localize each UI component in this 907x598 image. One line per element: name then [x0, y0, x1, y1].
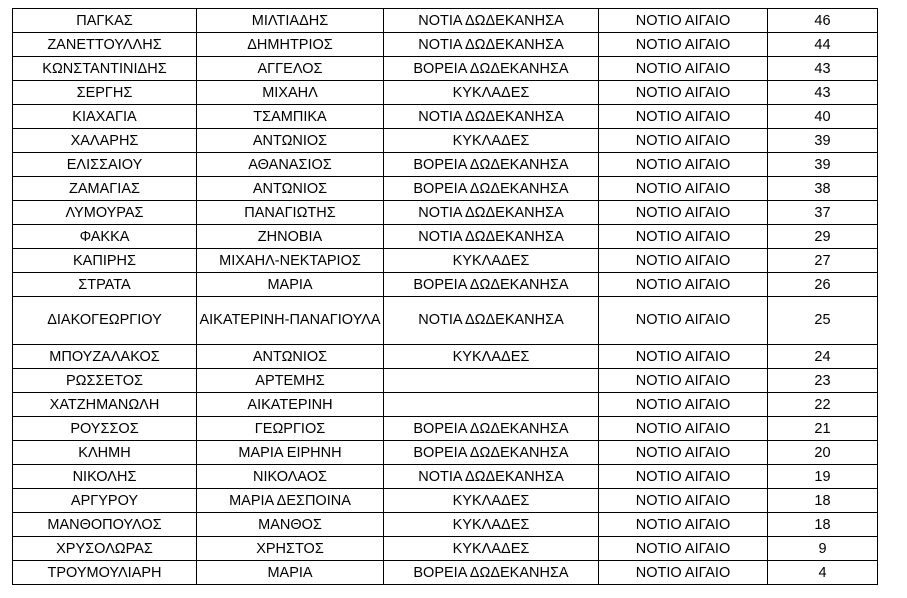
- first-name-cell: ΑΘΑΝΑΣΙΟΣ: [197, 153, 384, 177]
- first-name-cell: ΜΑΡΙΑ: [197, 561, 384, 585]
- table-row: [13, 465, 878, 489]
- surname-cell: ΜΑΝΘΟΠΟΥΛΟΣ: [13, 513, 197, 537]
- first-name-cell: ΑΙΚΑΤΕΡΙΝΗ: [197, 393, 384, 417]
- unit-cell: [384, 393, 599, 417]
- region-cell: ΝΟΤΙΟ ΑΙΓΑΙΟ: [599, 81, 768, 105]
- score-cell: 46: [768, 9, 878, 33]
- unit-cell: ΒΟΡΕΙΑ ΔΩΔΕΚΑΝΗΣΑ: [384, 417, 599, 441]
- unit-cell: ΚΥΚΛΑΔΕΣ: [384, 81, 599, 105]
- first-name-cell: ΑΝΤΩΝΙΟΣ: [197, 177, 384, 201]
- region-cell: ΝΟΤΙΟ ΑΙΓΑΙΟ: [599, 225, 768, 249]
- unit-cell: ΒΟΡΕΙΑ ΔΩΔΕΚΑΝΗΣΑ: [384, 273, 599, 297]
- unit-cell: ΝΟΤΙΑ ΔΩΔΕΚΑΝΗΣΑ: [384, 465, 599, 489]
- table-row: [13, 561, 878, 585]
- surname-cell: ΧΡΥΣΟΛΩΡΑΣ: [13, 537, 197, 561]
- table-row: [13, 441, 878, 465]
- table-row: [13, 129, 878, 153]
- score-cell: 26: [768, 273, 878, 297]
- unit-cell: ΝΟΤΙΑ ΔΩΔΕΚΑΝΗΣΑ: [384, 105, 599, 129]
- unit-cell: ΝΟΤΙΑ ΔΩΔΕΚΑΝΗΣΑ: [384, 201, 599, 225]
- surname-cell: ΣΕΡΓΗΣ: [13, 81, 197, 105]
- score-cell: 19: [768, 465, 878, 489]
- score-cell: 23: [768, 369, 878, 393]
- region-cell: ΝΟΤΙΟ ΑΙΓΑΙΟ: [599, 57, 768, 81]
- score-cell: 24: [768, 345, 878, 369]
- surname-cell: ΖΑΝΕΤΤΟΥΛΛΗΣ: [13, 33, 197, 57]
- surname-cell: ΠΑΓΚΑΣ: [13, 9, 197, 33]
- unit-cell: ΒΟΡΕΙΑ ΔΩΔΕΚΑΝΗΣΑ: [384, 57, 599, 81]
- region-cell: ΝΟΤΙΟ ΑΙΓΑΙΟ: [599, 561, 768, 585]
- surname-cell: ΦΑΚΚΑ: [13, 225, 197, 249]
- first-name-cell: ΑΝΤΩΝΙΟΣ: [197, 345, 384, 369]
- first-name-cell: ΜΑΡΙΑ ΔΕΣΠΟΙΝΑ: [197, 489, 384, 513]
- table-row: [13, 177, 878, 201]
- first-name-cell: ΜΑΡΙΑ: [197, 273, 384, 297]
- region-cell: ΝΟΤΙΟ ΑΙΓΑΙΟ: [599, 33, 768, 57]
- table-row: [13, 345, 878, 369]
- unit-cell: ΚΥΚΛΑΔΕΣ: [384, 345, 599, 369]
- first-name-cell: ΜΑΡΙΑ ΕΙΡΗΝΗ: [197, 441, 384, 465]
- region-cell: ΝΟΤΙΟ ΑΙΓΑΙΟ: [599, 129, 768, 153]
- surname-cell: ΡΟΥΣΣΟΣ: [13, 417, 197, 441]
- score-cell: 39: [768, 129, 878, 153]
- region-cell: ΝΟΤΙΟ ΑΙΓΑΙΟ: [599, 153, 768, 177]
- unit-cell: [384, 369, 599, 393]
- surname-cell: ΧΑΤΖΗΜΑΝΩΛΗ: [13, 393, 197, 417]
- first-name-cell: ΑΡΤΕΜΗΣ: [197, 369, 384, 393]
- region-cell: ΝΟΤΙΟ ΑΙΓΑΙΟ: [599, 201, 768, 225]
- table-row: [13, 105, 878, 129]
- first-name-cell: ΑΙΚΑΤΕΡΙΝΗ-ΠΑΝΑΓΙΟΥΛΑ: [197, 297, 384, 345]
- score-cell: 29: [768, 225, 878, 249]
- results-table-body: [13, 9, 878, 585]
- region-cell: ΝΟΤΙΟ ΑΙΓΑΙΟ: [599, 249, 768, 273]
- surname-cell: ΑΡΓΥΡΟΥ: [13, 489, 197, 513]
- first-name-cell: ΜΙΧΑΗΛ-ΝΕΚΤΑΡΙΟΣ: [197, 249, 384, 273]
- unit-cell: ΒΟΡΕΙΑ ΔΩΔΕΚΑΝΗΣΑ: [384, 441, 599, 465]
- first-name-cell: ΜΑΝΘΟΣ: [197, 513, 384, 537]
- table-row: [13, 33, 878, 57]
- table-row: [13, 489, 878, 513]
- first-name-cell: ΧΡΗΣΤΟΣ: [197, 537, 384, 561]
- table-row: [13, 513, 878, 537]
- score-cell: 25: [768, 297, 878, 345]
- surname-cell: ΚΙΑΧΑΓΙΑ: [13, 105, 197, 129]
- region-cell: ΝΟΤΙΟ ΑΙΓΑΙΟ: [599, 345, 768, 369]
- table-row: [13, 249, 878, 273]
- table-row: [13, 57, 878, 81]
- surname-cell: ΚΑΠΙΡΗΣ: [13, 249, 197, 273]
- unit-cell: ΒΟΡΕΙΑ ΔΩΔΕΚΑΝΗΣΑ: [384, 153, 599, 177]
- surname-cell: ΣΤΡΑΤΑ: [13, 273, 197, 297]
- unit-cell: ΝΟΤΙΑ ΔΩΔΕΚΑΝΗΣΑ: [384, 225, 599, 249]
- region-cell: ΝΟΤΙΟ ΑΙΓΑΙΟ: [599, 105, 768, 129]
- table-row: [13, 153, 878, 177]
- region-cell: ΝΟΤΙΟ ΑΙΓΑΙΟ: [599, 417, 768, 441]
- first-name-cell: ΠΑΝΑΓΙΩΤΗΣ: [197, 201, 384, 225]
- first-name-cell: ΝΙΚΟΛΑΟΣ: [197, 465, 384, 489]
- score-cell: 37: [768, 201, 878, 225]
- unit-cell: ΚΥΚΛΑΔΕΣ: [384, 129, 599, 153]
- surname-cell: ΚΩΝΣΤΑΝΤΙΝΙΔΗΣ: [13, 57, 197, 81]
- surname-cell: ΚΛΗΜΗ: [13, 441, 197, 465]
- table-row: [13, 297, 878, 345]
- region-cell: ΝΟΤΙΟ ΑΙΓΑΙΟ: [599, 9, 768, 33]
- score-cell: 43: [768, 81, 878, 105]
- region-cell: ΝΟΤΙΟ ΑΙΓΑΙΟ: [599, 489, 768, 513]
- score-cell: 4: [768, 561, 878, 585]
- table-row: [13, 417, 878, 441]
- surname-cell: ΜΠΟΥΖΑΛΑΚΟΣ: [13, 345, 197, 369]
- surname-cell: ΡΩΣΣΕΤΟΣ: [13, 369, 197, 393]
- surname-cell: ΖΑΜΑΓΙΑΣ: [13, 177, 197, 201]
- table-row: [13, 369, 878, 393]
- table-row: [13, 537, 878, 561]
- region-cell: ΝΟΤΙΟ ΑΙΓΑΙΟ: [599, 513, 768, 537]
- region-cell: ΝΟΤΙΟ ΑΙΓΑΙΟ: [599, 177, 768, 201]
- table-row: [13, 273, 878, 297]
- score-cell: 44: [768, 33, 878, 57]
- score-cell: 18: [768, 513, 878, 537]
- region-cell: ΝΟΤΙΟ ΑΙΓΑΙΟ: [599, 369, 768, 393]
- table-row: [13, 9, 878, 33]
- score-cell: 43: [768, 57, 878, 81]
- first-name-cell: ΔΗΜΗΤΡΙΟΣ: [197, 33, 384, 57]
- first-name-cell: ΜΙΛΤΙΑΔΗΣ: [197, 9, 384, 33]
- unit-cell: ΚΥΚΛΑΔΕΣ: [384, 537, 599, 561]
- unit-cell: ΚΥΚΛΑΔΕΣ: [384, 513, 599, 537]
- score-cell: 18: [768, 489, 878, 513]
- score-cell: 9: [768, 537, 878, 561]
- table-row: [13, 201, 878, 225]
- first-name-cell: ΜΙΧΑΗΛ: [197, 81, 384, 105]
- unit-cell: ΝΟΤΙΑ ΔΩΔΕΚΑΝΗΣΑ: [384, 297, 599, 345]
- results-table: [12, 8, 878, 585]
- score-cell: 40: [768, 105, 878, 129]
- table-row: [13, 393, 878, 417]
- score-cell: 22: [768, 393, 878, 417]
- surname-cell: ΕΛΙΣΣΑΙΟΥ: [13, 153, 197, 177]
- first-name-cell: ΑΝΤΩΝΙΟΣ: [197, 129, 384, 153]
- unit-cell: ΚΥΚΛΑΔΕΣ: [384, 249, 599, 273]
- score-cell: 20: [768, 441, 878, 465]
- first-name-cell: ΤΣΑΜΠΙΚΑ: [197, 105, 384, 129]
- score-cell: 38: [768, 177, 878, 201]
- unit-cell: ΒΟΡΕΙΑ ΔΩΔΕΚΑΝΗΣΑ: [384, 561, 599, 585]
- region-cell: ΝΟΤΙΟ ΑΙΓΑΙΟ: [599, 273, 768, 297]
- first-name-cell: ΖΗΝΟΒΙΑ: [197, 225, 384, 249]
- score-cell: 27: [768, 249, 878, 273]
- score-cell: 39: [768, 153, 878, 177]
- region-cell: ΝΟΤΙΟ ΑΙΓΑΙΟ: [599, 297, 768, 345]
- unit-cell: ΚΥΚΛΑΔΕΣ: [384, 489, 599, 513]
- region-cell: ΝΟΤΙΟ ΑΙΓΑΙΟ: [599, 441, 768, 465]
- surname-cell: ΔΙΑΚΟΓΕΩΡΓΙΟΥ: [13, 297, 197, 345]
- surname-cell: ΤΡΟΥΜΟΥΛΙΑΡΗ: [13, 561, 197, 585]
- surname-cell: ΛΥΜΟΥΡΑΣ: [13, 201, 197, 225]
- table-row: [13, 81, 878, 105]
- unit-cell: ΝΟΤΙΑ ΔΩΔΕΚΑΝΗΣΑ: [384, 9, 599, 33]
- first-name-cell: ΓΕΩΡΓΙΟΣ: [197, 417, 384, 441]
- score-cell: 21: [768, 417, 878, 441]
- unit-cell: ΝΟΤΙΑ ΔΩΔΕΚΑΝΗΣΑ: [384, 33, 599, 57]
- region-cell: ΝΟΤΙΟ ΑΙΓΑΙΟ: [599, 393, 768, 417]
- region-cell: ΝΟΤΙΟ ΑΙΓΑΙΟ: [599, 465, 768, 489]
- region-cell: ΝΟΤΙΟ ΑΙΓΑΙΟ: [599, 537, 768, 561]
- table-row: [13, 225, 878, 249]
- first-name-cell: ΑΓΓΕΛΟΣ: [197, 57, 384, 81]
- surname-cell: ΝΙΚΟΛΗΣ: [13, 465, 197, 489]
- unit-cell: ΒΟΡΕΙΑ ΔΩΔΕΚΑΝΗΣΑ: [384, 177, 599, 201]
- surname-cell: ΧΑΛΑΡΗΣ: [13, 129, 197, 153]
